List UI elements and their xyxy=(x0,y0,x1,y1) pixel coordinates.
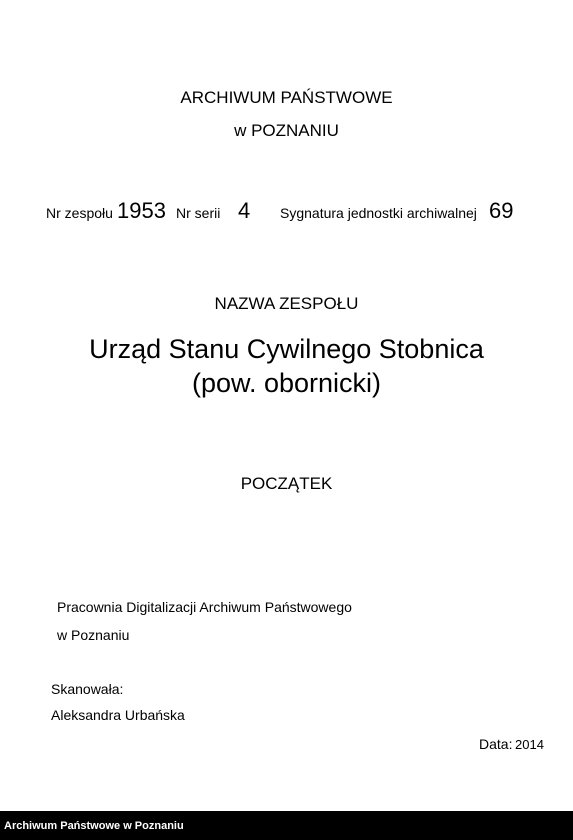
serii-value: 4 xyxy=(238,198,251,223)
footer-text: Archiwum Państwowe w Poznaniu xyxy=(4,820,184,832)
fond-name-line1: Urząd Stanu Cywilnego Stobnica xyxy=(89,334,484,364)
date-value: 2014 xyxy=(515,737,544,752)
footer-bar xyxy=(0,811,573,840)
section-label: POCZĄTEK xyxy=(240,474,333,493)
zespol-value: 1953 xyxy=(117,198,166,223)
archive-city: w POZNANIU xyxy=(234,121,339,140)
date-label: Data: xyxy=(479,736,513,752)
digitization-lab-city: w Poznaniu xyxy=(57,627,130,643)
digitization-lab: Pracownia Digitalizacji Archiwum Państwowego xyxy=(57,599,352,615)
scanned-label: Skanowała: xyxy=(51,681,124,697)
zespol-label: Nr zespołu xyxy=(46,205,113,221)
scanned-by: Aleksandra Urbańska xyxy=(51,707,185,723)
fond-heading: NAZWA ZESPOŁU xyxy=(214,294,359,313)
archive-name: ARCHIWUM PAŃSTWOWE xyxy=(180,88,393,107)
sygnatura-label: Sygnatura jednostki archiwalnej xyxy=(280,205,477,221)
fond-name-line2: (pow. obornicki) xyxy=(191,368,382,398)
serii-label: Nr serii xyxy=(176,205,221,221)
sygnatura-value: 69 xyxy=(489,198,514,223)
